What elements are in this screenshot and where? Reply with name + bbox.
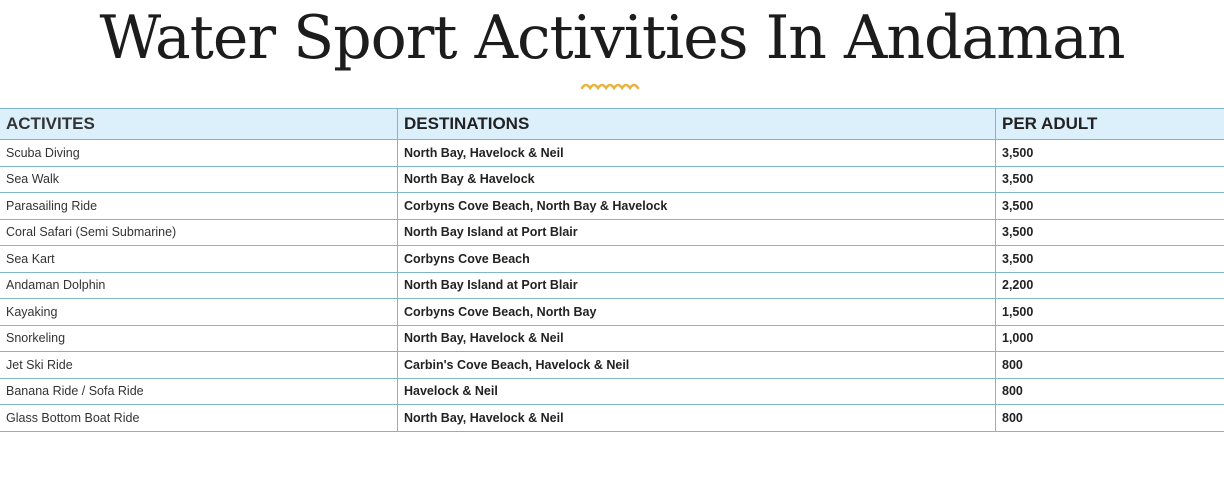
activity-cell: Coral Safari (Semi Submarine)	[0, 219, 398, 246]
wave-divider-icon	[580, 80, 640, 92]
price-cell: 1,000	[996, 325, 1224, 352]
table-row	[0, 166, 1224, 193]
activity-cell: Jet Ski Ride	[0, 352, 398, 379]
table-row	[0, 246, 1224, 273]
price-cell: 3,500	[996, 140, 1224, 167]
destination-cell: North Bay, Havelock & Neil	[398, 140, 996, 167]
activity-cell: Banana Ride / Sofa Ride	[0, 378, 398, 405]
table-row	[0, 193, 1224, 220]
destination-cell: Corbyns Cove Beach	[398, 246, 996, 273]
activity-cell: Glass Bottom Boat Ride	[0, 405, 398, 432]
price-cell: 800	[996, 352, 1224, 379]
price-cell: 3,500	[996, 219, 1224, 246]
activity-cell: Andaman Dolphin	[0, 272, 398, 299]
activity-cell: Kayaking	[0, 299, 398, 326]
header-activities: ACTIVITES	[0, 109, 398, 140]
activity-cell: Parasailing Ride	[0, 193, 398, 220]
destination-cell: Corbyns Cove Beach, North Bay & Havelock	[398, 193, 996, 220]
table-row	[0, 299, 1224, 326]
destination-cell: Corbyns Cove Beach, North Bay	[398, 299, 996, 326]
activity-cell: Sea Walk	[0, 166, 398, 193]
table-row	[0, 352, 1224, 379]
destination-cell: Havelock & Neil	[398, 378, 996, 405]
price-cell: 3,500	[996, 246, 1224, 273]
destination-cell: North Bay, Havelock & Neil	[398, 325, 996, 352]
price-cell: 3,500	[996, 193, 1224, 220]
activity-cell: Sea Kart	[0, 246, 398, 273]
table-row	[0, 325, 1224, 352]
table-row	[0, 378, 1224, 405]
destination-cell: North Bay & Havelock	[398, 166, 996, 193]
destination-cell: Carbin's Cove Beach, Havelock & Neil	[398, 352, 996, 379]
header-destinations: DESTINATIONS	[398, 109, 996, 140]
table-row	[0, 272, 1224, 299]
table-row	[0, 219, 1224, 246]
price-cell: 2,200	[996, 272, 1224, 299]
price-cell: 800	[996, 405, 1224, 432]
table-row	[0, 405, 1224, 432]
page-title: Water Sport Activities In Andaman	[99, 3, 1125, 73]
price-cell: 1,500	[996, 299, 1224, 326]
destination-cell: North Bay, Havelock & Neil	[398, 405, 996, 432]
destination-cell: North Bay Island at Port Blair	[398, 219, 996, 246]
activity-cell: Snorkeling	[0, 325, 398, 352]
activities-table	[0, 108, 1224, 432]
header-per-adult: PER ADULT	[996, 109, 1224, 140]
activity-cell: Scuba Diving	[0, 140, 398, 167]
price-cell: 3,500	[996, 166, 1224, 193]
table-header-row	[0, 109, 1224, 140]
table-row	[0, 140, 1224, 167]
destination-cell: North Bay Island at Port Blair	[398, 272, 996, 299]
activities-table-container	[0, 108, 1224, 432]
price-cell: 800	[996, 378, 1224, 405]
